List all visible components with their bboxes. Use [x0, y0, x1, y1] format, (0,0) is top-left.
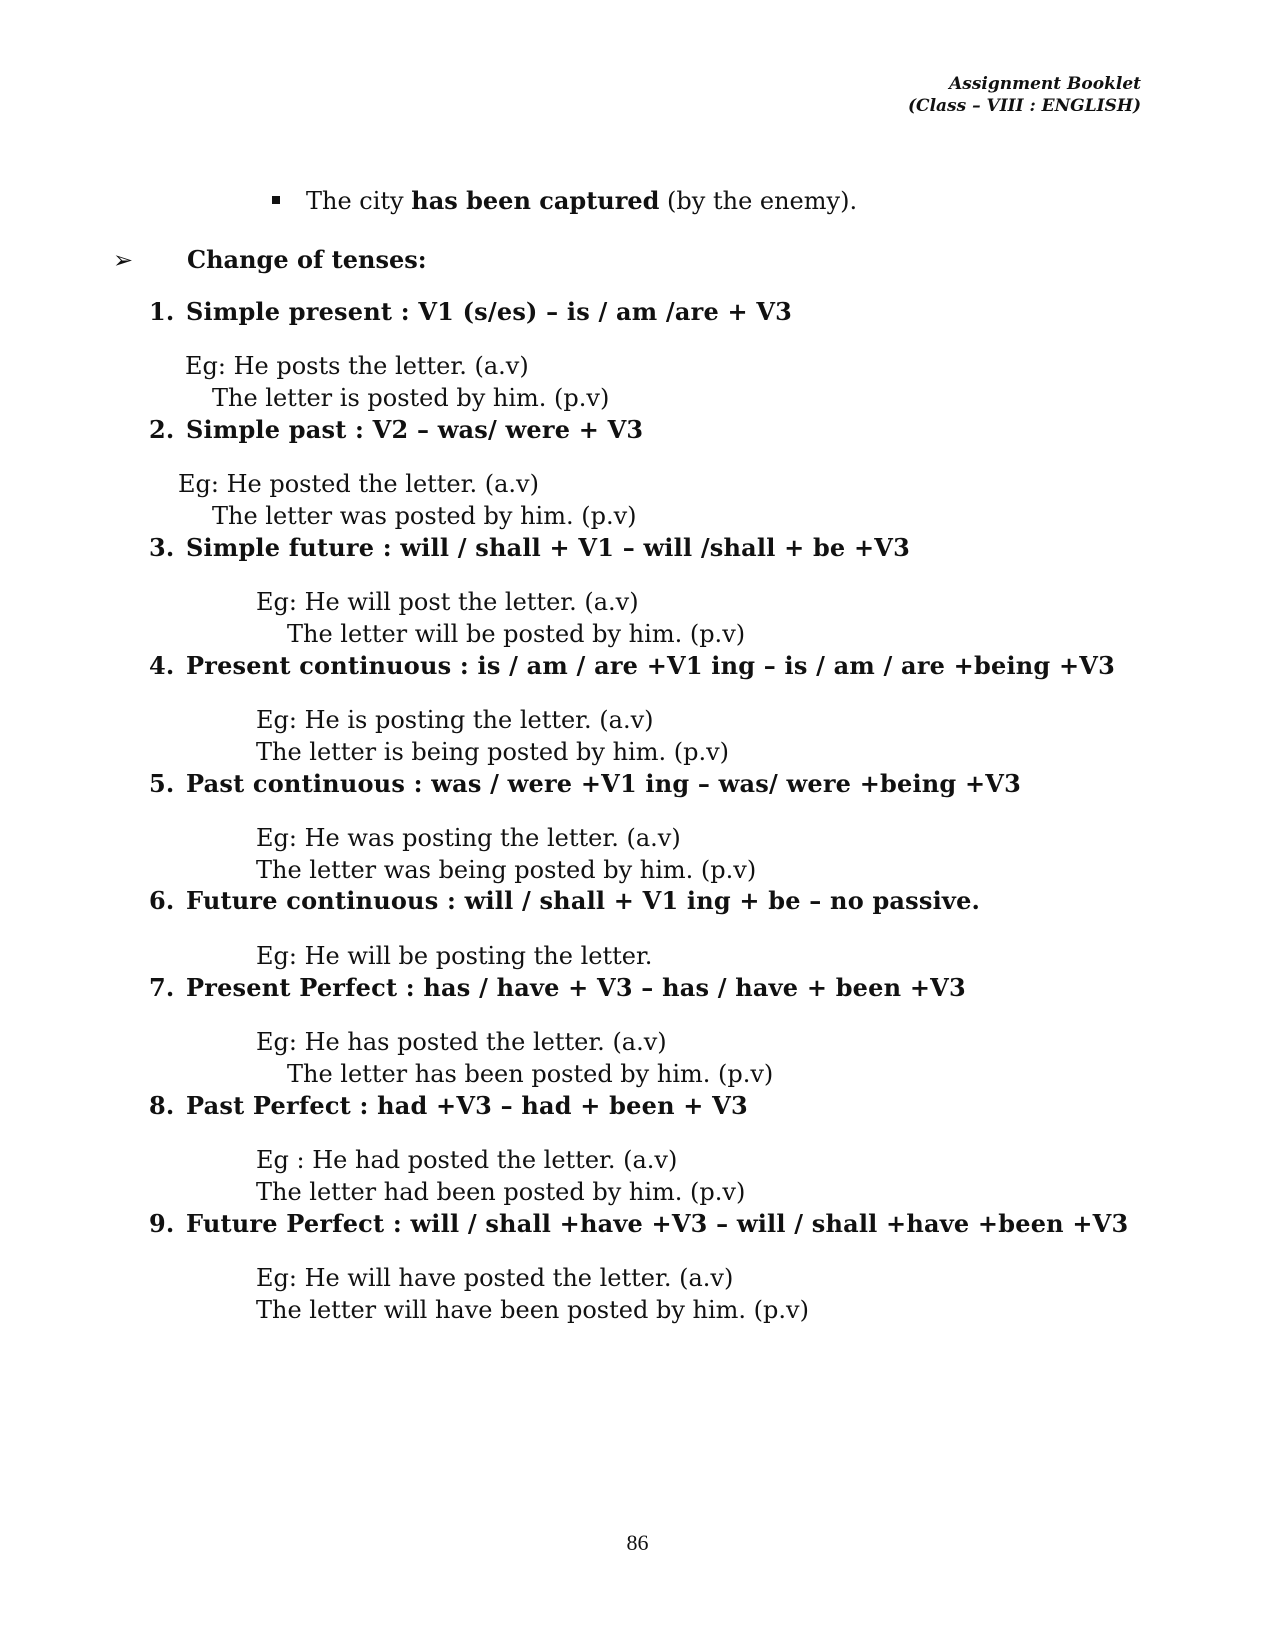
- active-example: Eg: He will have posted the letter. (a.v): [256, 1264, 734, 1292]
- page-header: [908, 73, 1141, 117]
- passive-example: The letter will be posted by him. (p.v): [287, 620, 746, 648]
- tense-rule: [149, 769, 1021, 798]
- tense-number: 7.: [149, 973, 175, 1002]
- passive-example: The letter had been posted by him. (p.v): [256, 1178, 746, 1206]
- square-bullet-icon: [272, 196, 280, 204]
- section-heading: [113, 245, 427, 274]
- tense-number: 3.: [149, 533, 175, 562]
- tense-rule-text: Present Perfect : has / have + V3 – has / have + been +V3: [186, 973, 966, 1002]
- tense-number: 5.: [149, 769, 175, 798]
- active-example: Eg: He was posting the letter. (a.v): [256, 824, 681, 852]
- tense-rule-text: Simple past : V2 – was/ were + V3: [186, 415, 644, 444]
- passive-example: The letter was being posted by him. (p.v): [256, 856, 757, 884]
- header-subtitle: (Class – VIII : ENGLISH): [908, 96, 1141, 116]
- header-title: Assignment Booklet: [949, 74, 1141, 94]
- tense-number: 6.: [149, 886, 175, 915]
- tense-rule-text: Simple future : will / shall + V1 – will /shall + be +V3: [186, 533, 910, 562]
- active-example: Eg: He will post the letter. (a.v): [256, 588, 639, 616]
- tense-number: 1.: [149, 297, 175, 326]
- passive-example: The letter will have been posted by him. (p.v): [256, 1296, 809, 1324]
- passive-example: The letter has been posted by him. (p.v): [287, 1060, 774, 1088]
- bullet-text-bold: has been captured: [411, 186, 660, 215]
- page-number: 86: [626, 1530, 649, 1555]
- tense-number: 9.: [149, 1209, 175, 1238]
- arrow-bullet-icon: ➢: [113, 246, 134, 274]
- active-example: Eg: He posts the letter. (a.v): [185, 352, 529, 380]
- bullet-text-pre: The city: [306, 187, 412, 215]
- tense-rule: [149, 297, 792, 326]
- passive-example: The letter was posted by him. (p.v): [212, 502, 637, 530]
- section-title: Change of tenses:: [187, 245, 427, 274]
- tense-rule: [149, 886, 980, 915]
- active-example: Eg: He has posted the letter. (a.v): [256, 1028, 667, 1056]
- tense-rule-text: Future Perfect : will / shall +have +V3 – will / shall +have +been +V3: [186, 1209, 1129, 1238]
- tense-rule-text: Past continuous : was / were +V1 ing – was/ were +being +V3: [186, 769, 1021, 798]
- tense-rule: [149, 973, 966, 1002]
- bullet-text-post: (by the enemy).: [659, 187, 858, 215]
- tense-number: 4.: [149, 651, 175, 680]
- active-example: Eg: He is posting the letter. (a.v): [256, 706, 654, 734]
- tense-rule: [149, 1209, 1128, 1238]
- tense-rule-text: Present continuous : is / am / are +V1 ing – is / am / are +being +V3: [186, 651, 1115, 680]
- tense-number: 8.: [149, 1091, 175, 1120]
- bullet-example: [272, 186, 857, 215]
- active-example: Eg: He posted the letter. (a.v): [178, 470, 539, 498]
- tense-rule: [149, 533, 910, 562]
- tense-rule: [149, 415, 643, 444]
- tense-rule: [149, 1091, 748, 1120]
- tense-rule-text: Past Perfect : had +V3 – had + been + V3: [186, 1091, 748, 1120]
- tense-rule-text: Future continuous : will / shall + V1 ing + be – no passive.: [186, 886, 981, 915]
- passive-example: The letter is being posted by him. (p.v): [256, 738, 730, 766]
- tense-number: 2.: [149, 415, 175, 444]
- active-example: Eg: He will be posting the letter.: [256, 942, 653, 970]
- tense-rule: [149, 651, 1115, 680]
- passive-example: The letter is posted by him. (p.v): [212, 384, 610, 412]
- tense-rule-text: Simple present : V1 (s/es) – is / am /are + V3: [186, 297, 793, 326]
- active-example: Eg : He had posted the letter. (a.v): [256, 1146, 678, 1174]
